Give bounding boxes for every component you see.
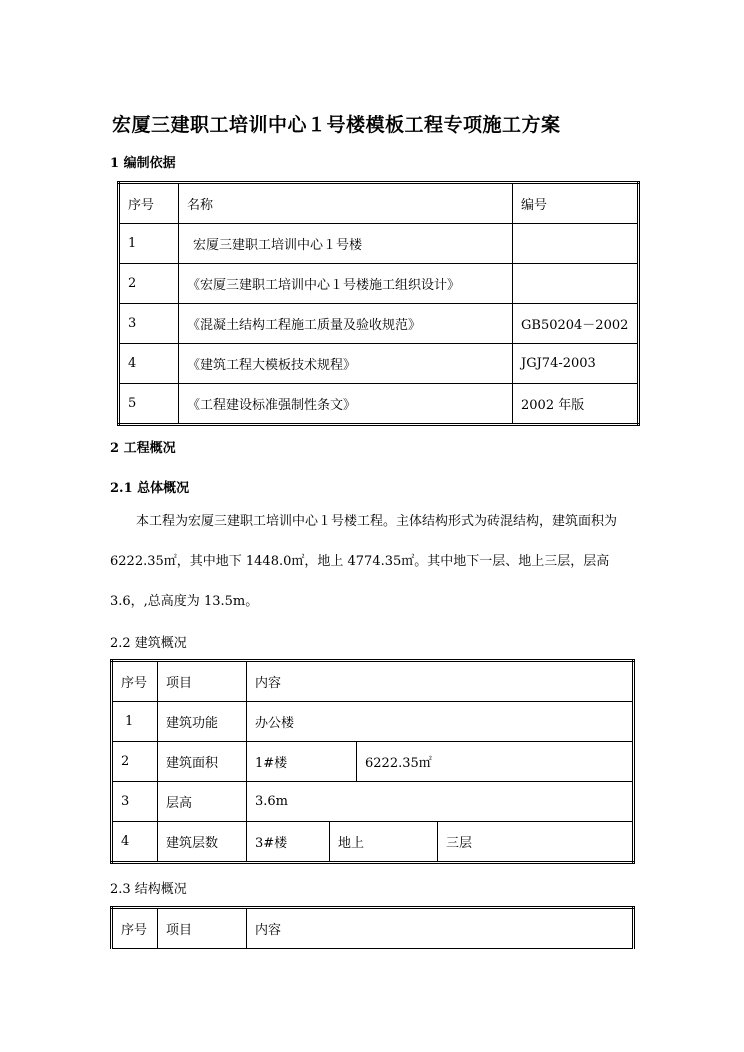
table-cell: 宏厦三建职工培训中心１号楼 [179, 224, 513, 264]
table-cell: 《宏厦三建职工培训中心１号楼施工组织设计》 [179, 264, 513, 304]
overview-paragraph: 本工程为宏厦三建职工培训中心１号楼工程。主体结构形式为砖混结构，建筑面积为 6222.35㎡，其中地下 1448.0㎡，地上 4774.35㎡。其中地下一层、地上三层，层高 3.6，,总高度为 13.5m。 [110, 514, 618, 609]
table-cell: 建筑层数 [158, 822, 247, 863]
header-cell: 项目 [158, 908, 247, 949]
table-cell: 6222.35㎡ [357, 742, 634, 782]
table-row [112, 782, 634, 822]
table-cell [513, 264, 639, 304]
table-cell: GB50204－2002 [513, 304, 639, 344]
header-cell: 项目 [158, 661, 247, 702]
table-row [119, 304, 639, 344]
subsection-heading-structure: 2.3 结构概况 [110, 882, 187, 897]
structure-table [110, 906, 635, 949]
table-cell: JGJ74-2003 [513, 344, 639, 384]
table-header-row [112, 908, 634, 949]
table-cell [513, 224, 639, 264]
building-table [110, 659, 635, 864]
section-heading-basis: 1 编制依据 [110, 156, 176, 171]
table-cell: 3#楼 [247, 822, 330, 863]
table-cell: 2002 年版 [513, 384, 639, 425]
header-cell: 名称 [179, 183, 513, 224]
subsection-heading-building: 2.2 建筑概况 [110, 636, 187, 651]
table-cell: 建筑面积 [158, 742, 247, 782]
table-row [112, 702, 634, 742]
table-cell: 4 [119, 344, 179, 384]
header-cell: 编号 [513, 183, 639, 224]
basis-table [117, 181, 640, 426]
table-cell: 《工程建设标准强制性条文》 [179, 384, 513, 425]
header-cell: 序号 [112, 661, 158, 702]
table-cell: 2 [112, 742, 158, 782]
table-cell: 1 [119, 224, 179, 264]
table-header-row [119, 183, 639, 224]
table-row [112, 822, 634, 863]
table-row [119, 224, 639, 264]
table-cell: 层高 [158, 782, 247, 822]
page-title: 宏厦三建职工培训中心１号楼模板工程专项施工方案 [112, 114, 561, 136]
header-cell: 内容 [247, 908, 634, 949]
table-cell: 建筑功能 [158, 702, 247, 742]
table-cell: 《建筑工程大模板技术规程》 [179, 344, 513, 384]
table-row [119, 264, 639, 304]
subsection-heading-general: 2.1 总体概况 [110, 481, 190, 496]
header-cell: 序号 [119, 183, 179, 224]
table-row [119, 384, 639, 425]
table-cell: 1 [112, 702, 158, 742]
table-row [112, 742, 634, 782]
table-cell: 2 [119, 264, 179, 304]
table-cell: 3 [119, 304, 179, 344]
table-cell: 地上 [330, 822, 438, 863]
table-cell: 3.6m [247, 782, 634, 822]
header-cell: 内容 [247, 661, 634, 702]
table-header-row [112, 661, 634, 702]
header-cell: 序号 [112, 908, 158, 949]
table-cell: 《混凝土结构工程施工质量及验收规范》 [179, 304, 513, 344]
table-cell: 1#楼 [247, 742, 357, 782]
table-cell: 5 [119, 384, 179, 425]
section-heading-overview: 2 工程概况 [110, 441, 176, 456]
table-row [119, 344, 639, 384]
table-cell: 3 [112, 782, 158, 822]
table-cell: 三层 [438, 822, 634, 863]
table-cell: 4 [112, 822, 158, 863]
table-cell: 办公楼 [247, 702, 634, 742]
